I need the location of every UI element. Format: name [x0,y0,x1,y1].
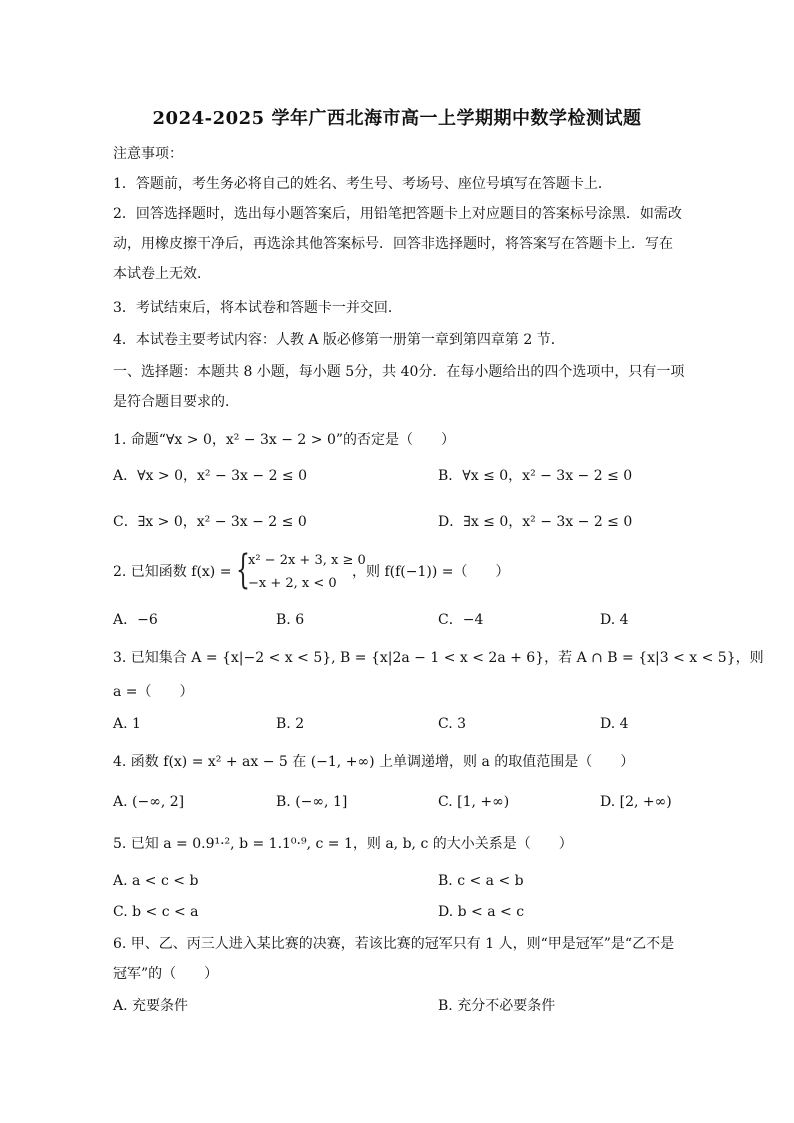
section-header-cont: 是符合题目要求的． [113,394,239,410]
q5-option-b: B. c < a < b [438,873,524,889]
q6-option-a: A. 充要条件 [113,998,189,1014]
q2-option-a: A．−6 [113,612,158,628]
q3-option-c: C. 3 [438,716,467,732]
q1-option-c: C．∃x > 0，x² − 3x − 2 ≤ 0 [113,514,307,530]
q1-option-d: D．∃x ≤ 0，x² − 3x − 2 ≤ 0 [438,514,633,530]
q2-option-b: B. 6 [276,612,305,628]
q6-stem-cont: 冠军”的（ ） [113,966,219,982]
q5-option-d: D. b < a < c [438,904,525,920]
q5-stem: 5. 已知 a = 0.9¹·², b = 1.1⁰·⁹, c = 1，则 a, b, c 的大小关系是（ ） [113,836,573,852]
notice-2-cont: 动，用橡皮擦干净后，再选涂其他答案标号．回答非选择题时，将答案写在答题卡上．写在 [113,236,673,252]
q2-case-1: x² − 2x + 3, x ≥ 0 [248,553,366,568]
q6-option-b: B. 充分不必要条件 [438,998,556,1014]
notice-2-end: 本试卷上无效． [113,266,211,282]
q2-brace: { [236,547,250,593]
notice-header: 注意事项： [113,146,183,162]
q1-stem: 1. 命题“∀x > 0，x² − 3x − 2 > 0”的否定是（ ） [113,432,456,448]
notice-1: 1．答题前，考生务必将自己的姓名、考生号、考场号、座位号填写在答题卡上． [113,176,612,192]
q3-option-a: A. 1 [113,716,141,732]
q4-option-d: D. [2, +∞) [600,794,672,810]
q1-option-a: A．∀x > 0，x² − 3x − 2 ≤ 0 [113,468,308,484]
q5-option-a: A. a < c < b [113,873,199,889]
q3-stem: 3. 已知集合 A = {x|−2 < x < 5}, B = {x|2a − 1 < x < 2a + 6}，若 A ∩ B = {x|3 < x < 5}，则 [113,650,764,666]
q4-option-a: A. (−∞, 2] [113,794,185,810]
q4-stem: 4. 函数 f(x) = x² + ax − 5 在 (−1, +∞) 上单调递增，则 a 的取值范围是（ ） [113,754,635,770]
q1-option-b: B．∀x ≤ 0，x² − 3x − 2 ≤ 0 [438,468,633,484]
q2-suffix: ，则 f(f(−1)) =（ ） [352,564,510,580]
q3-option-d: D. 4 [600,716,629,732]
q3-option-b: B. 2 [276,716,305,732]
notice-3: 3．考试结束后，将本试卷和答题卡一并交回． [113,300,402,316]
q2-option-c: C．−4 [438,612,484,628]
q2-case-2: −x + 2, x < 0 [248,576,337,591]
q3-stem-cont: a =（ ） [113,684,194,700]
q2-option-d: D. 4 [600,612,629,628]
q2-prefix: 2. 已知函数 f(x) = [113,564,232,580]
q4-option-b: B. (−∞, 1] [276,794,348,810]
notice-4: 4．本试卷主要考试内容：人教 A 版必修第一册第一章到第四章第 2 节． [113,332,565,348]
page-title: 2024-2025 学年广西北海市高一上学期期中数学检测试题 [152,108,642,129]
notice-2: 2．回答选择题时，选出每小题答案后，用铅笔把答题卡上对应题目的答案标号涂黑．如需改 [113,206,682,222]
q4-option-c: C. [1, +∞) [438,794,510,810]
q5-option-c: C. b < c < a [113,904,199,920]
q6-stem: 6. 甲、乙、丙三人进入某比赛的决赛，若该比赛的冠军只有 1 人，则“甲是冠军”是“乙不是 [113,936,675,952]
section-header: 一、选择题：本题共 8 小题，每小题 5分，共 40分．在每小题给出的四个选项中，只有一项 [113,364,685,380]
